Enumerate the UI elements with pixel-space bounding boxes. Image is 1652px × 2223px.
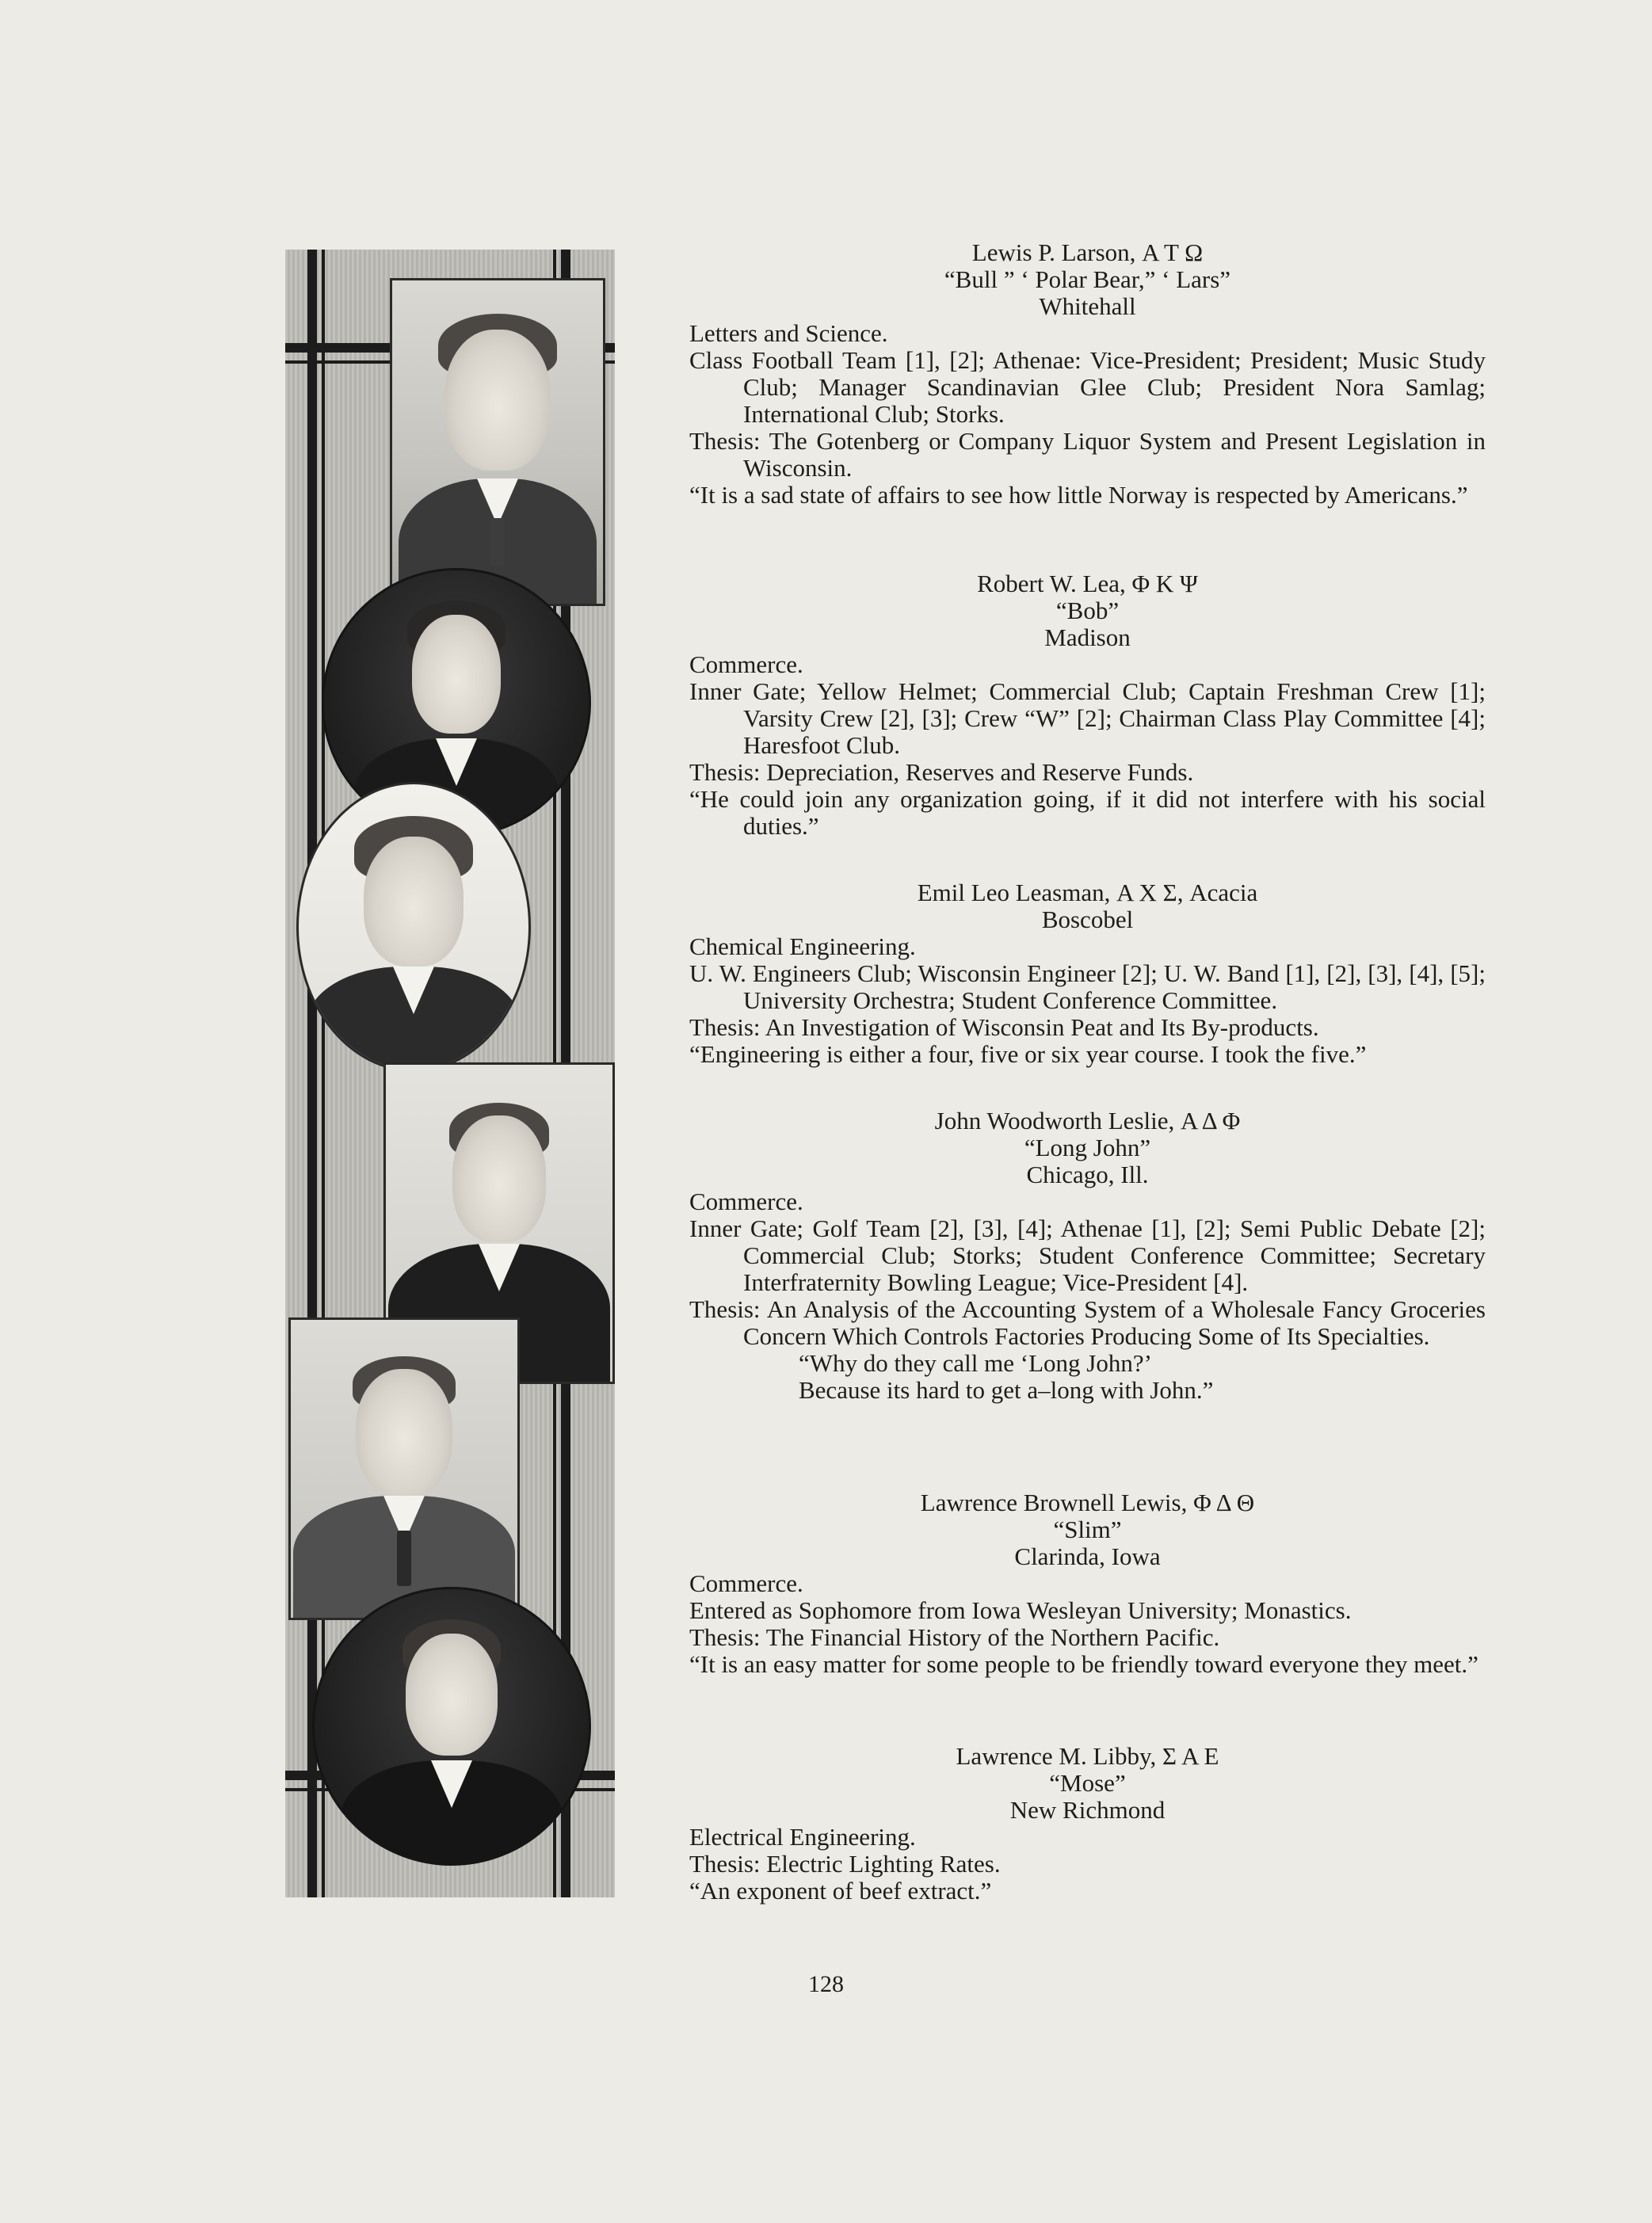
student-name: Lawrence M. Libby, Σ Α Ε	[956, 1742, 1219, 1770]
student-name: Emil Leo Leasman, Α Χ Σ, Acacia	[917, 879, 1258, 906]
student-hometown: Boscobel	[1041, 906, 1134, 933]
student-hometown: Clarinda, Iowa	[1014, 1542, 1161, 1570]
entry-libby	[689, 1743, 1486, 1905]
student-name: Lewis P. Larson, Α Τ Ω	[971, 238, 1204, 266]
frame-bar-left-thin	[322, 250, 325, 1897]
student-activities: Entered as Sophomore from Iowa Wesleyan University; Monastics.	[689, 1596, 1352, 1624]
student-thesis: Thesis: Electric Lighting Rates.	[689, 1850, 1001, 1878]
portrait-larson	[390, 278, 605, 606]
student-nickname: “Slim”	[1053, 1516, 1122, 1543]
student-quote-line-1: “Why do they call me ‘Long John?’	[799, 1349, 1152, 1377]
student-quote-line-2: Because its hard to get a–long with John.”	[799, 1376, 1214, 1404]
student-nickname: “Long John”	[1024, 1134, 1151, 1161]
entry-larson	[689, 239, 1486, 509]
portrait-lewis	[288, 1317, 520, 1620]
entry-leslie	[689, 1108, 1486, 1404]
page-number: 128	[808, 1971, 844, 1997]
student-course: Commerce.	[689, 1188, 803, 1215]
student-nickname: “Mose”	[1049, 1769, 1126, 1797]
portrait-strip	[285, 250, 615, 1897]
student-thesis: Thesis: Depreciation, Reserves and Reserve Funds.	[689, 758, 1194, 786]
student-activities: Class Football Team [1], [2]; Athenae: Vice-President; President; Music Study Club; Manager Scandinavian Glee Club; President Nora Samlag; International Club; Storks.	[689, 346, 1486, 428]
student-quote: “It is a sad state of affairs to see how little Norway is respected by Americans.”	[689, 481, 1468, 509]
student-hometown: Madison	[1044, 623, 1131, 651]
student-activities: U. W. Engineers Club; Wisconsin Engineer [2]; U. W. Band [1], [2], [3], [4], [5]; University Orchestra; Student Conference Committee.	[689, 959, 1486, 1014]
student-hometown: New Richmond	[1009, 1796, 1166, 1824]
student-nickname: “Bull ” ‘ Polar Bear,” ‘ Lars”	[944, 265, 1231, 293]
entry-leasman	[689, 879, 1486, 1068]
student-thesis: Thesis: An Investigation of Wisconsin Peat and Its By-products.	[689, 1013, 1319, 1041]
student-hometown: Whitehall	[1039, 292, 1136, 320]
student-quote: “Engineering is either a four, five or six year course. I took the five.”	[689, 1040, 1367, 1068]
frame-bar-left	[307, 250, 317, 1897]
student-activities: Inner Gate; Yellow Helmet; Commercial Club; Captain Freshman Crew [1]; Varsity Crew [2], [3]; Crew “W” [2]; Chairman Class Play Committee [4]; Haresfoot Club.	[689, 677, 1486, 759]
portrait-leasman	[296, 782, 531, 1072]
student-thesis: Thesis: The Financial History of the Northern Pacific.	[689, 1623, 1220, 1651]
student-name: John Woodworth Leslie, Α Δ Φ	[934, 1107, 1241, 1134]
student-quote: “It is an easy matter for some people to be friendly toward everyone they meet.”	[689, 1650, 1478, 1678]
portrait-libby	[312, 1587, 591, 1866]
student-hometown: Chicago, Ill.	[1026, 1161, 1149, 1188]
student-course: Commerce.	[689, 1569, 803, 1597]
student-thesis: Thesis: An Analysis of the Accounting System of a Wholesale Fancy Groceries Concern Which Controls Factories Producing Some of Its Specialties.	[689, 1295, 1486, 1350]
student-course: Letters and Science.	[689, 319, 888, 347]
student-thesis: Thesis: The Gotenberg or Company Liquor System and Present Legislation in Wisconsin.	[689, 427, 1486, 482]
student-activities: Inner Gate; Golf Team [2], [3], [4]; Athenae [1], [2]; Semi Public Debate [2]; Commercial Club; Storks; Student Conference Committee; Secretary Interfraternity Bowling League; Vice-President [4].	[689, 1214, 1486, 1296]
student-course: Electrical Engineering.	[689, 1823, 916, 1851]
entry-lea	[689, 570, 1486, 840]
student-name: Robert W. Lea, Φ Κ Ψ	[977, 570, 1198, 597]
student-course: Commerce.	[689, 650, 803, 678]
student-quote: “An exponent of beef extract.”	[689, 1877, 992, 1905]
student-quote: “He could join any organization going, if it did not interfere with his social duties.”	[689, 785, 1486, 840]
student-course: Chemical Engineering.	[689, 932, 916, 960]
student-nickname: “Bob”	[1055, 597, 1120, 624]
entry-lewis	[689, 1489, 1486, 1678]
student-name: Lawrence Brownell Lewis, Φ Δ Θ	[920, 1489, 1255, 1516]
